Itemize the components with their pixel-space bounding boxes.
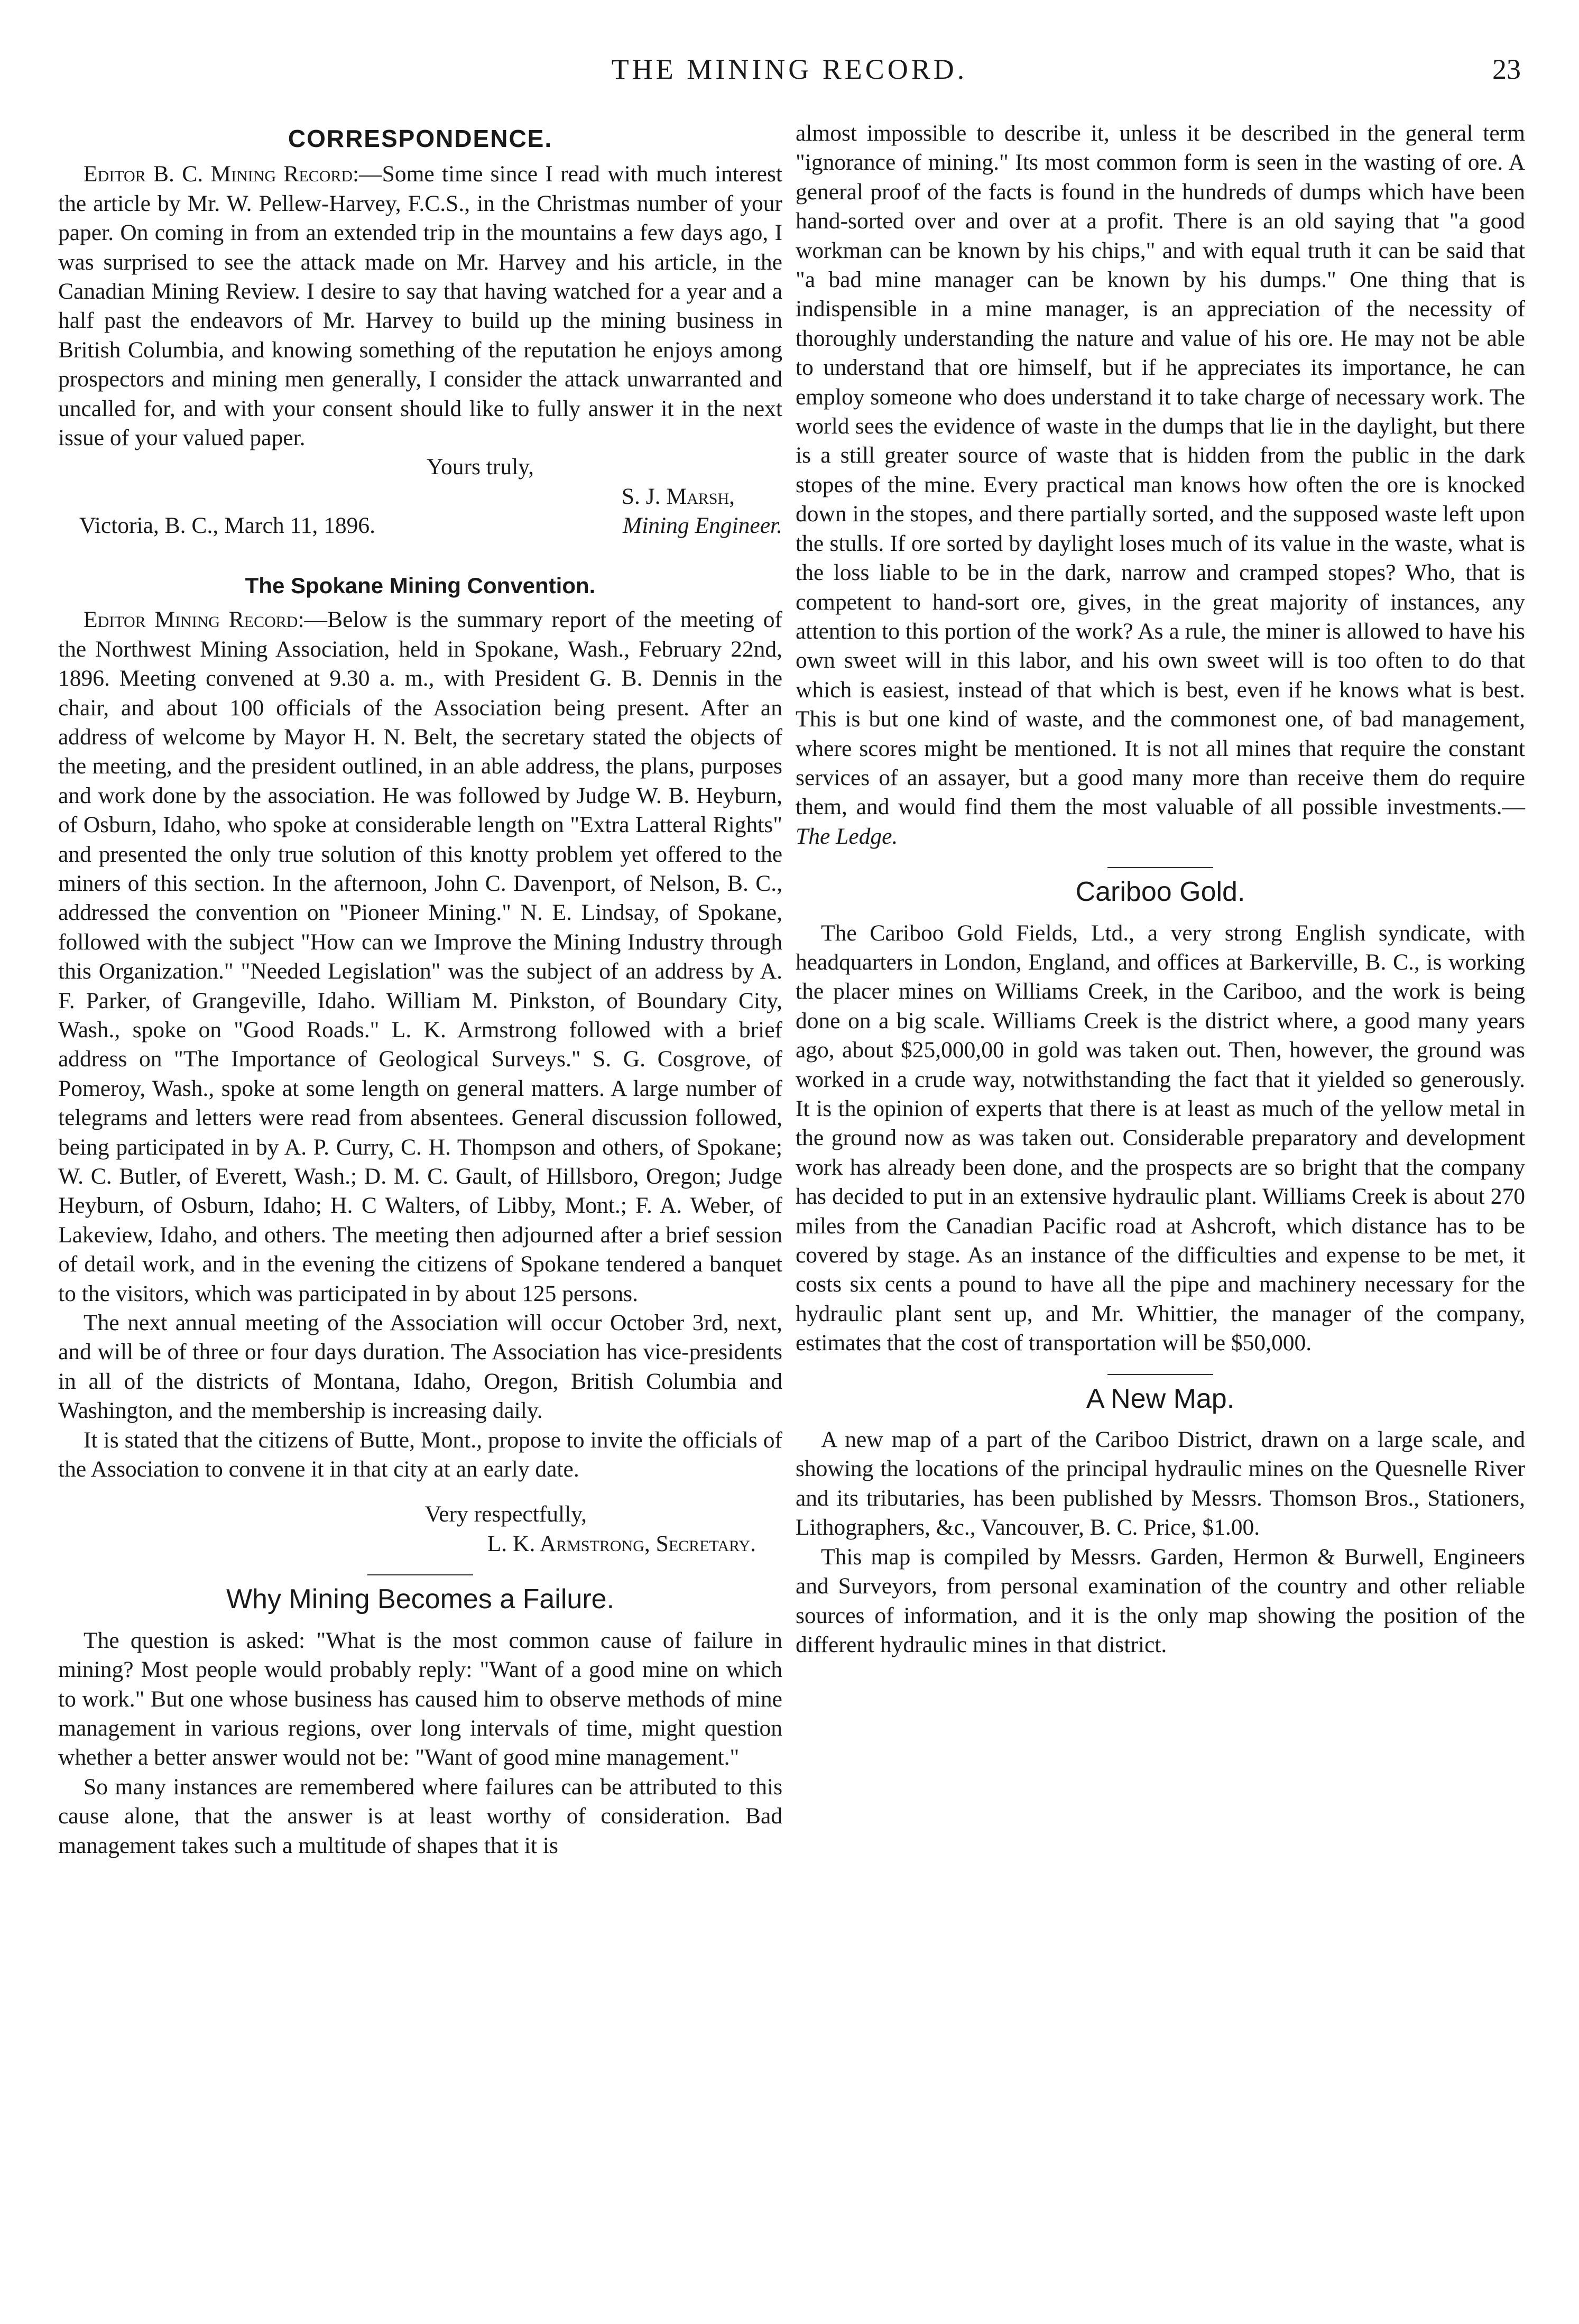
- correspondence-dateline-row: [58, 511, 782, 540]
- spokane-signer: L. K. Armstrong, Secretary.: [487, 1530, 756, 1556]
- running-head: [58, 53, 1521, 100]
- section-divider-2: [1107, 867, 1213, 868]
- cariboo-title: Cariboo Gold.: [1075, 877, 1245, 908]
- section-divider-3: [1107, 1374, 1213, 1375]
- spokane-paragraph-1-text: —Below is the summary report of the meeting of the Northwest Mining Association, held in Spokane, Wash., February 22nd, 1896. Meeting convened at 9.30 a. m., with President G. B. Dennis in the chair, and about 100 officials of the Association being present. After an address of welcome by Mayor H. N. Belt, the secretary stated the objects of the meeting, and the president outlined, in an able address, the plans, purposes and work done by the association. He was followed by Judge W. B. Heyburn, of Osburn, Idaho, who spoke at considerable length on "Extra Latteral Rights" and presented the only true solution of this knotty problem yet offered to the miners of this section. In the afternoon, John C. Davenport, of Nelson, B. C., addressed the convention on "Pioneer Mining." N. E. Lindsay, of Spokane, followed with the subject "How can we Improve the Mining Industry through this Organization." "Needed Legislation" was the subject of an address by A. F. Parker, of Grangeville, Idaho. William M. Pinkston, of Boundary City, Wash., spoke on "Good Roads." L. K. Armstrong followed with a brief address on "The Importance of Geological Surveys." S. G. Cosgrove, of Pomeroy, Wash., spoke at some length on general matters. A large number of telegrams and letters were read from absentees. General discussion followed, being participated in by A. P. Curry, C. H. Thompson and others, of Spokane; W. C. Butler, of Everett, Wash.; D. M. C. Gault, of Hillsboro, Oregon; Judge Heyburn, of Osburn, Idaho; H. C Walters, of Libby, Mont.; F. A. Weber, of Lakeview, Idaho, and others. The meeting then adjourned after a brief session of detail work, and in the evening the citizens of Spokane tendered a banquet to the visitors, which was participated in by about 125 persons.: [58, 607, 782, 1306]
- new-map-paragraph-2: This map is compiled by Messrs. Garden, Hermon & Burwell, Engineers and Surveyors, from personal examination of the country and other reliable sources of information, and it is the only map showing the position of the different hydraulic mines in that district.: [796, 1544, 1525, 1657]
- page-number: 23: [1492, 53, 1521, 85]
- why-mining-continued: [796, 119, 1525, 851]
- correspondence-salutation: Editor B. C. Mining Record:: [84, 161, 359, 187]
- correspondence-heading: CORRESPONDENCE.: [288, 125, 553, 152]
- right-column: [796, 119, 1525, 1659]
- why-mining-paragraph-2: So many instances are remembered where failures can be attributed to this cause alone, that the answer is at least worthy of consideration. Bad management takes such a multitude of shapes that it is: [58, 1774, 782, 1858]
- why-mining-source: The Ledge.: [796, 823, 898, 849]
- new-map-title: A New Map.: [1086, 1383, 1235, 1414]
- spokane-paragraph-3: It is stated that the citizens of Butte, Mont., propose to invite the officials of the Association to convene it in that city at an early date.: [58, 1427, 782, 1482]
- spokane-salutation: Editor Mining Record:: [84, 607, 304, 633]
- correspondence-letter: [58, 160, 782, 453]
- running-title: THE MINING RECORD.: [611, 53, 968, 85]
- new-map-paragraph-1: A new map of a part of the Cariboo District, drawn on a large scale, and showing the locations of the principal hydraulic mines on the Quesnelle River and its tributaries, has been published by Messrs. Thomson Bros., Stationers, Lithographers, &c., Vancouver, B. C. Price, $1.00.: [796, 1427, 1525, 1541]
- correspondence-body: —Some time since I read with much interest the article by Mr. W. Pellew-Harvey, F.C.S., in the Christmas number of your paper. On coming in from an extended trip in the mountains a few days ago, I was surprised to see the attack made on Mr. Harvey and his article, in the Canadian Mining Review. I desire to say that having watched for a year and a half past the endeavors of Mr. Harvey to build up the mining business in British Columbia, and knowing something of the reputation he enjoys among prospectors and mining men generally, I consider the attack unwarranted and uncalled for, and with your consent should like to fully answer it in the next issue of your valued paper.: [58, 161, 782, 451]
- section-divider-1: [367, 1574, 473, 1575]
- correspondence-closing: Yours truly,: [426, 454, 534, 480]
- spokane-paragraph-2: The next annual meeting of the Association will occur October 3rd, next, and will be of three or four days duration. The Association has vice-presidents in all of the districts of Montana, Idaho, Oregon, British Columbia and Washington, and the membership is increasing daily.: [58, 1310, 782, 1424]
- correspondence-place-date: Victoria, B. C., March 11, 1896.: [79, 512, 375, 538]
- why-mining-continued-text: almost impossible to describe it, unless it be described in the general term "ignorance of mining." Its most common form is seen in the wasting of ore. A general proof of the facts is found in the hundreds of dumps which have been hand-sorted over and over at a profit. There is an old saying that "a good workman can be known by his chips," and with equal truth it can be said that "a bad mine manager can be known by his dumps." One thing that is indispensible in a mine manager, is an appreciation of the necessity of thoroughly understanding the nature and value of his ore. He may not be able to understand that ore himself, but if he appreciates its importance, he can employ someone who does understand it to take charge of necessary work. The world sees the evidence of waste in the dumps that lie in the daylight, but there is a still greater source of waste that is hidden from the public in the dark stopes of the mine. Every practical man knows how often the ore is knocked down in the stopes, and there partially sorted, and the supposed waste left upon the stulls. If ore sorted by daylight loses much of its value in the waste, what is the loss liable to be in the dark, narrow and cramped stopes? Who, that is competent to hand-sort ore, gives, in the great majority of instances, any attention to this portion of the work? As a rule, the miner is allowed to have his own sweet will in this labor, and his own sweet will is too often to do that which is easiest, instead of that which is best, even if he knows what is best. This is but one kind of waste, and the commonest one, of bad management, where scores might be mentioned. It is not all mines that require the constant services of an assayer, but a good many more than receive them do require them, and would find them the most valuable of all possible investments.—: [796, 121, 1525, 820]
- spokane-paragraph-1: [58, 605, 782, 1308]
- why-mining-paragraph-1: The question is asked: "What is the most common cause of failure in mining? Most people would probably reply: "Want of a good mine on which to work." But one whose business has caused him to observe methods of mine management in various regions, over long intervals of time, might question whether a better answer would not be: "Want of good mine management.": [58, 1627, 782, 1770]
- spokane-closing: Very respectfully,: [424, 1501, 587, 1527]
- left-column: [58, 119, 782, 1860]
- cariboo-body: The Cariboo Gold Fields, Ltd., a very strong English syndicate, with headquarters in London, England, and offices at Barkerville, B. C., is working the placer mines on Williams Creek, in the Cariboo, and the work is being done on a big scale. Williams Creek is the district where, a good many years ago, about $25,000,00 in gold was taken out. Then, however, the ground was worked in a crude way, notwithstanding the fact that it yielded so generously. It is the opinion of experts that there is at least as much of the yellow metal in the ground now as was taken out. Considerable preparatory and development work has already been done, and the prospects are so bright that the company has decided to put in an extensive hydraulic plant. Williams Creek is about 270 miles from the Canadian Pacific road at Ashcroft, which distance has to be covered by stage. As an instance of the difficulties and expense to be met, it costs six cents a pound to have all the pipe and machinery necessary for the hydraulic plant sent up, and Mr. Whittier, the manager of the company, estimates that the cost of transportation will be $50,000.: [796, 920, 1525, 1356]
- correspondence-signer: S. J. Marsh,: [621, 483, 735, 509]
- spokane-heading: The Spokane Mining Convention.: [245, 573, 596, 598]
- correspondence-signer-row: [58, 482, 782, 511]
- why-mining-title: Why Mining Becomes a Failure.: [226, 1584, 615, 1615]
- correspondence-signer-title: Mining Engineer.: [622, 512, 782, 538]
